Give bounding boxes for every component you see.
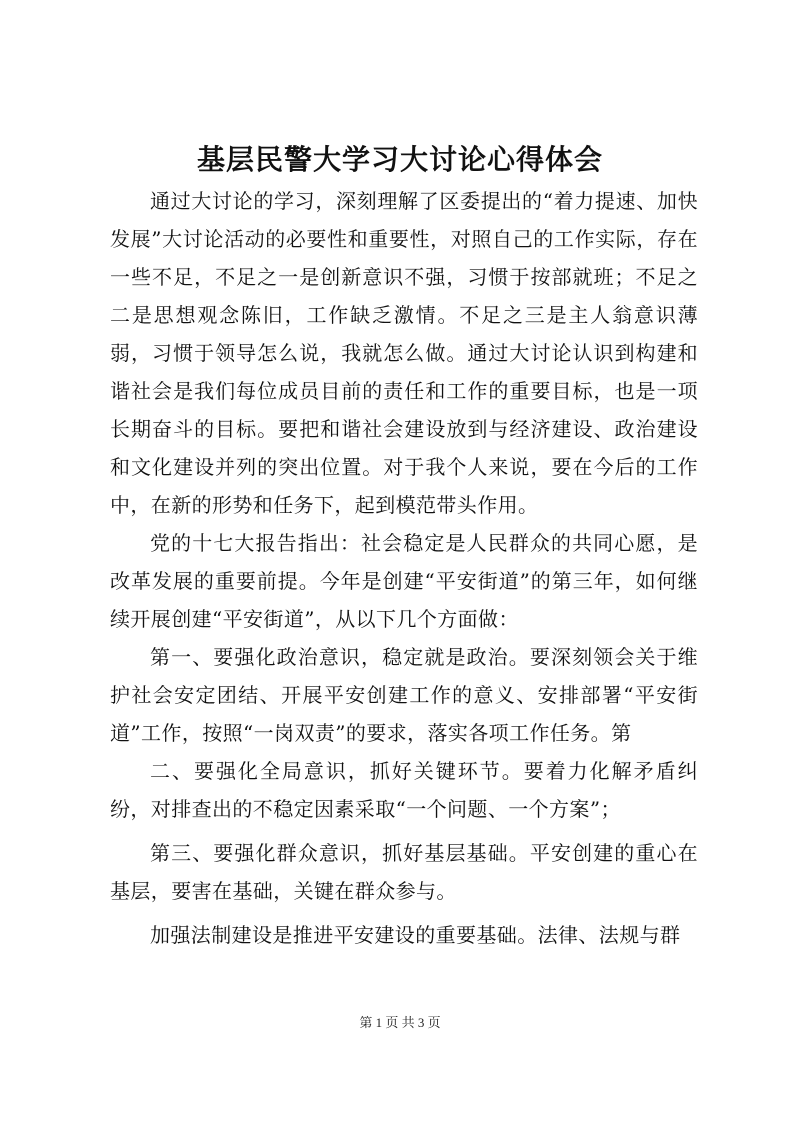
paragraph-4: 二、要强化全局意识，抓好关键环节。要着力化解矛盾纠纷，对排查出的不稳定因素采取“一个问题、一个方案”； — [110, 759, 698, 821]
paragraph-1: 通过大讨论的学习，深刻理解了区委提出的“着力提速、加快发展”大讨论活动的必要性和重要性，对照自己的工作实际，存在一些不足，不足之一是创新意识不强，习惯于按部就班；不足之二是思想观念陈旧，工作缺乏激情。不足之三是主人翁意识薄弱，习惯于领导怎么说，我就怎么做。通过大讨论认识到构建和谐社会是我们每位成员目前的责任和工作的重要目标，也是一项长期奋斗的目标。要把和谐社会建设放到与经济建设、政治建设和文化建设并列的突出位置。对于我个人来说，要在今后的工作中，在新的形势和任务下，起到模范带头作用。 — [110, 189, 698, 517]
document-body — [110, 182, 698, 954]
paragraph-3: 第一、要强化政治意识，稳定就是政治。要深刻领会关于维护社会安定团结、开展平安创建工作的意义、安排部署“平安街道”工作，按照“一岗双责”的要求，落实各项工作任务。第 — [110, 645, 698, 745]
paragraph-5: 第三、要强化群众意识，抓好基层基础。平安创建的重心在基层，要害在基础，关键在群众参与。 — [110, 841, 698, 903]
page-footer: 第 1 页 共 3 页 — [359, 1015, 441, 1030]
paragraph-2: 党的十七大报告指出：社会稳定是人民群众的共同心愿，是改革发展的重要前提。今年是创建“平安街道”的第三年，如何继续开展创建“平安街道”，从以下几个方面做： — [110, 531, 698, 631]
paragraph-6: 加强法制建设是推进平安建设的重要基础。法律、法规与群 — [150, 923, 681, 947]
document-title: 基层民警大学习大讨论心得体会 — [196, 143, 603, 176]
